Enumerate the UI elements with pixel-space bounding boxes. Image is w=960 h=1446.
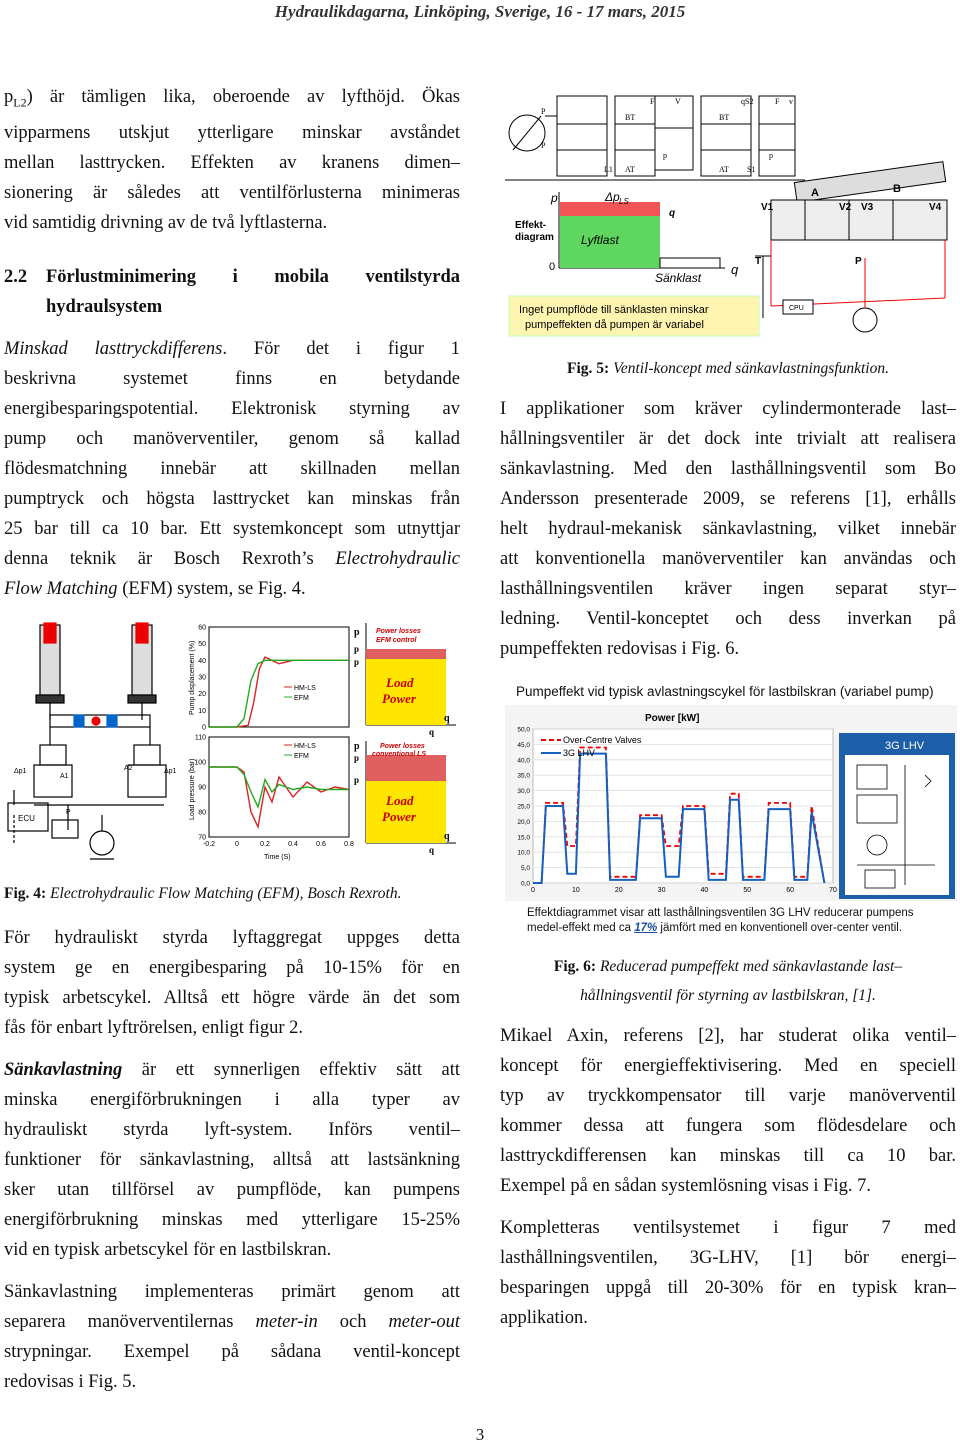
svg-text:diagram: diagram <box>515 232 554 243</box>
fig6-y-tick: 0,0 <box>520 880 530 888</box>
fig6-x-tick: 40 <box>700 887 709 894</box>
svg-text:q: q <box>731 262 739 277</box>
fig6-x-tick: 70 <box>829 887 837 894</box>
para-3: För hydrauliskt styrda lyftaggregat uppges detta system ge en energibesparing på 10-15% för en typisk arbetscykel. Alltså ett högre värde än det som fås för enbart lyftrörelsen, enligt figur 2. <box>4 928 460 1038</box>
svg-text:Power: Power <box>382 691 416 706</box>
svg-text:Sänklast: Sänklast <box>655 271 702 285</box>
para-5: Sänkavlastning implementeras primärt genom att separera manöverventilernas meter-in och meter-out strypningar. Exempel på sådana ventil-koncept redovisas i Fig. 5. <box>4 1282 460 1392</box>
right-column <box>500 394 956 664</box>
svg-text:0: 0 <box>549 261 556 273</box>
section-heading: 2.2 Förlustminimering i mobila ventilstyrda hydraulsystem <box>4 266 460 317</box>
svg-text:p: p <box>354 741 360 752</box>
svg-text:3G LHV: 3G LHV <box>885 740 925 752</box>
fig6-note: Effektdiagrammet visar att lasthållningsventilen 3G LHV reducerar pumpens medel-effekt med ca 17% jämfört med en konventionell over-center ventil. <box>527 907 914 934</box>
fig6-y-tick: 25,0 <box>517 803 530 811</box>
y-tick-label: 60 <box>198 624 206 632</box>
right-valve-block <box>755 162 947 332</box>
svg-text:V1: V1 <box>761 202 774 213</box>
running-header: Hydraulikdagarna, Linköping, Sverige, 16 - 17 mars, 2015 <box>274 2 686 21</box>
fig6-legend-3glhv: 3G LHV <box>563 748 596 758</box>
fig6-y-tick: 20,0 <box>517 818 530 826</box>
fig5-caption: Fig. 5: Ventil-koncept med sänkavlastningsfunktion. <box>567 360 889 377</box>
fig6-y-tick: 15,0 <box>517 834 530 842</box>
fig6-y-tick: 10,0 <box>517 849 530 857</box>
svg-text:CPU: CPU <box>789 305 804 312</box>
power-loss-diagram-ls <box>354 741 456 855</box>
y-tick-label: 80 <box>198 809 206 817</box>
chart2-ylabel: Load pressure (bar) <box>189 758 196 820</box>
svg-text:B: B <box>893 183 901 195</box>
chart2-legend-efm: EFM <box>294 753 309 760</box>
para-1: $p_{L2}$) är tämligen lika, oberoende av lyfthöjd. Ökas vipparmens utskjut ytterligare minskar avståndet mellan lasttrycken. Effekten av kranens dimen– sionering är således att ventilförlusterna minimeras vid samtidig drivning av de två lyftlasterna. <box>4 87 460 233</box>
fig5-note-line2: pumpeffekten då pumpen är variabel <box>525 319 704 331</box>
fig6-y-tick: 5,0 <box>520 865 530 873</box>
fig6-x-tick: 0 <box>531 887 535 894</box>
right-para-3: Kompletteras ventilsystemet i figur 7 med lasthållningsventilen, 3G-LHV, [1] bör energi– besparingen uppgå till 20-30% för en typisk kran– applikation. <box>500 1218 956 1328</box>
svg-text:V3: V3 <box>861 202 874 213</box>
pump-displacement-chart <box>189 625 349 732</box>
svg-text:V2: V2 <box>839 202 852 213</box>
chart2-legend-hmls: HM-LS <box>294 743 316 750</box>
fig6-x-tick: 10 <box>571 887 580 894</box>
x-tick-label: 0.8 <box>344 841 354 848</box>
y-tick-label: 50 <box>198 641 206 649</box>
fig6-y-tick: 30,0 <box>517 788 530 796</box>
x-tick-label: 0.4 <box>288 841 298 848</box>
svg-text:p: p <box>354 775 360 785</box>
svg-text:q: q <box>429 727 435 737</box>
dp1-left-label: Δp1 <box>14 768 27 775</box>
fig6-y-tick: 45,0 <box>517 741 530 749</box>
fig6-y-tick: 35,0 <box>517 772 530 780</box>
fig6-y-tick: 40,0 <box>517 757 530 765</box>
y-tick-label: 100 <box>194 759 206 767</box>
svg-text:conventional LS: conventional LS <box>372 751 427 758</box>
a2-label: A2 <box>124 765 133 772</box>
chart1-legend-efm: EFM <box>294 695 309 702</box>
right-column-lower <box>500 1021 956 1333</box>
left-column <box>4 82 460 604</box>
y-tick-label: 110 <box>194 734 206 742</box>
ecu-label: ECU <box>18 814 35 823</box>
svg-text:p: p <box>354 627 360 638</box>
fig6-x-tick: 60 <box>786 887 795 894</box>
dp1-right-label: Δp1 <box>164 768 177 775</box>
figure-4 <box>4 615 468 865</box>
power-loss-diagram-efm <box>354 623 456 737</box>
y-tick-label: 70 <box>198 834 206 842</box>
svg-text:V4: V4 <box>929 202 942 213</box>
efm-circuit-diagram <box>8 623 166 859</box>
schematic-top-labels: F V q F v BT BT AT ATp p L1 S1S2 P P <box>541 97 793 174</box>
svg-text:q: q <box>429 845 435 855</box>
chart-xlabel: Time (S) <box>264 854 291 861</box>
fig6-x-tick: 50 <box>743 887 752 894</box>
svg-text:T: T <box>755 256 762 267</box>
svg-text:Load: Load <box>386 793 414 808</box>
x-tick-label: 0.2 <box>260 841 270 848</box>
figure-6 <box>505 705 957 901</box>
svg-text:Lyftlast: Lyftlast <box>581 233 619 247</box>
x-tick-label: 0.6 <box>316 841 326 848</box>
svg-text:LS: LS <box>619 197 629 206</box>
svg-text:q: q <box>444 713 450 724</box>
svg-text:p: p <box>551 191 558 205</box>
svg-text:A: A <box>811 187 819 199</box>
svg-text:Load: Load <box>386 675 414 690</box>
fig6-x-tick: 20 <box>614 887 623 894</box>
fig6-inner-title: Power [kW] <box>645 713 700 724</box>
chart1-ylabel: Pump displacement (%) <box>189 640 196 715</box>
fig6-x-tick: 30 <box>657 887 666 894</box>
effect-diagram <box>515 190 739 285</box>
svg-text:p: p <box>354 753 360 763</box>
right-para-2: Mikael Axin, referens [2], har studerat olika ventil– koncept för energieffektivisering. Med en speciell typ av tryckkompensator till varje manöverventil kommer dessa att fungera som flödesdelare och lasttryckdifferensen kan minskas till ca 10 bar. Exempel på en sådan systemlösning visas i Fig. 7. <box>500 1026 956 1196</box>
chart1-legend-hmls: HM-LS <box>294 685 316 692</box>
fig6-caption: Fig. 6: Reducerad pumpeffekt med sänkavlastande last– hållningsventil för styrning av lastbilskran, [1]. <box>553 958 903 1004</box>
valve-circuit-schematic <box>505 96 805 180</box>
fig6-inset-3glhv <box>839 733 955 899</box>
fig6-legend-overcentre: Over-Centre Valves <box>563 735 642 745</box>
load-pressure-chart <box>189 735 354 862</box>
fig5-note-line1: Inget pumpflöde till sänklasten minskar <box>519 304 709 316</box>
svg-text:EFM control: EFM control <box>376 637 417 644</box>
y-tick-label: 90 <box>198 784 206 792</box>
right-para-1: I applikationer som kräver cylindermonterade last– hållningsventiler är det dock inte trivialt att realisera sänkavlastning. Med den lasthållningsventil som Bo Andersson presenterade 2009, se referens [1], erhålls helt hydraul-mekanisk sänkavlastning, vilket innebär att konventionella manöverventiler kan användas och lasthållningsventilen kräver ingen separat styr– ledning. Ventil-konceptet och dess inverkan på pumpeffekten redovisas i Fig. 6. <box>500 399 956 659</box>
y-tick-label: 10 <box>198 707 206 715</box>
svg-text:Effekt-: Effekt- <box>515 220 547 231</box>
fig4-caption: Fig. 4: Electrohydraulic Flow Matching (EFM), Bosch Rexroth. <box>4 885 402 902</box>
p-label: P <box>66 809 71 816</box>
x-tick-label: 0 <box>235 841 239 848</box>
svg-text:p: p <box>354 657 360 667</box>
x-tick-label: -0.2 <box>202 841 216 848</box>
y-tick-label: 20 <box>198 691 206 699</box>
svg-text:Δp: Δp <box>605 190 620 204</box>
fig6-y-tick: 50,0 <box>517 726 530 734</box>
svg-text:q: q <box>669 208 676 219</box>
svg-text:P: P <box>855 256 862 267</box>
svg-text:Power losses: Power losses <box>380 743 425 750</box>
page-number: 3 <box>475 1425 485 1444</box>
para-2: Minskad lasttryckdifferens. För det i figur 1 beskrivna systemet finns en betydande energibesparingspotential. Elektronisk styrning av pump och manöverventiler, genom så kallad flödesmatchning innebär att skillnaden mellan pumptryck och högsta lasttrycket kan minskas från 25 bar till ca 10 bar. Ett systemkoncept som utnyttjar denna teknik är Bosch Rexroth’s Electrohydraulic Flow Matching (EFM) system, se Fig. 4. <box>4 338 460 599</box>
para-4: Sänkavlastning är ett synnerligen effektiv sätt att minska energiförbrukningen i alla typer av hydrauliskt styrda lyft-system. Införs ventil– funktioner för sänkavlastning, alltså att lastsänkning sker utan tillförsel av pumpflöde, kan pumpens energiförbrukning minskas med ytterligare 15-25% vid en typisk arbetscykel för en lastbilskran. <box>4 1060 460 1260</box>
svg-text:Power: Power <box>382 809 416 824</box>
figure-5 <box>505 88 955 350</box>
y-tick-label: 40 <box>198 657 206 665</box>
fig6-title: Pumpeffekt vid typisk avlastningscykel för lastbilskran (variabel pump) <box>516 684 934 699</box>
y-tick-label: 30 <box>198 674 206 682</box>
y-tick-label: 0 <box>202 724 206 732</box>
a1-label: A1 <box>60 773 69 780</box>
svg-text:p: p <box>354 644 360 654</box>
left-column-lower <box>4 923 460 1397</box>
svg-text:Power losses: Power losses <box>376 628 421 635</box>
svg-text:q: q <box>444 831 450 842</box>
